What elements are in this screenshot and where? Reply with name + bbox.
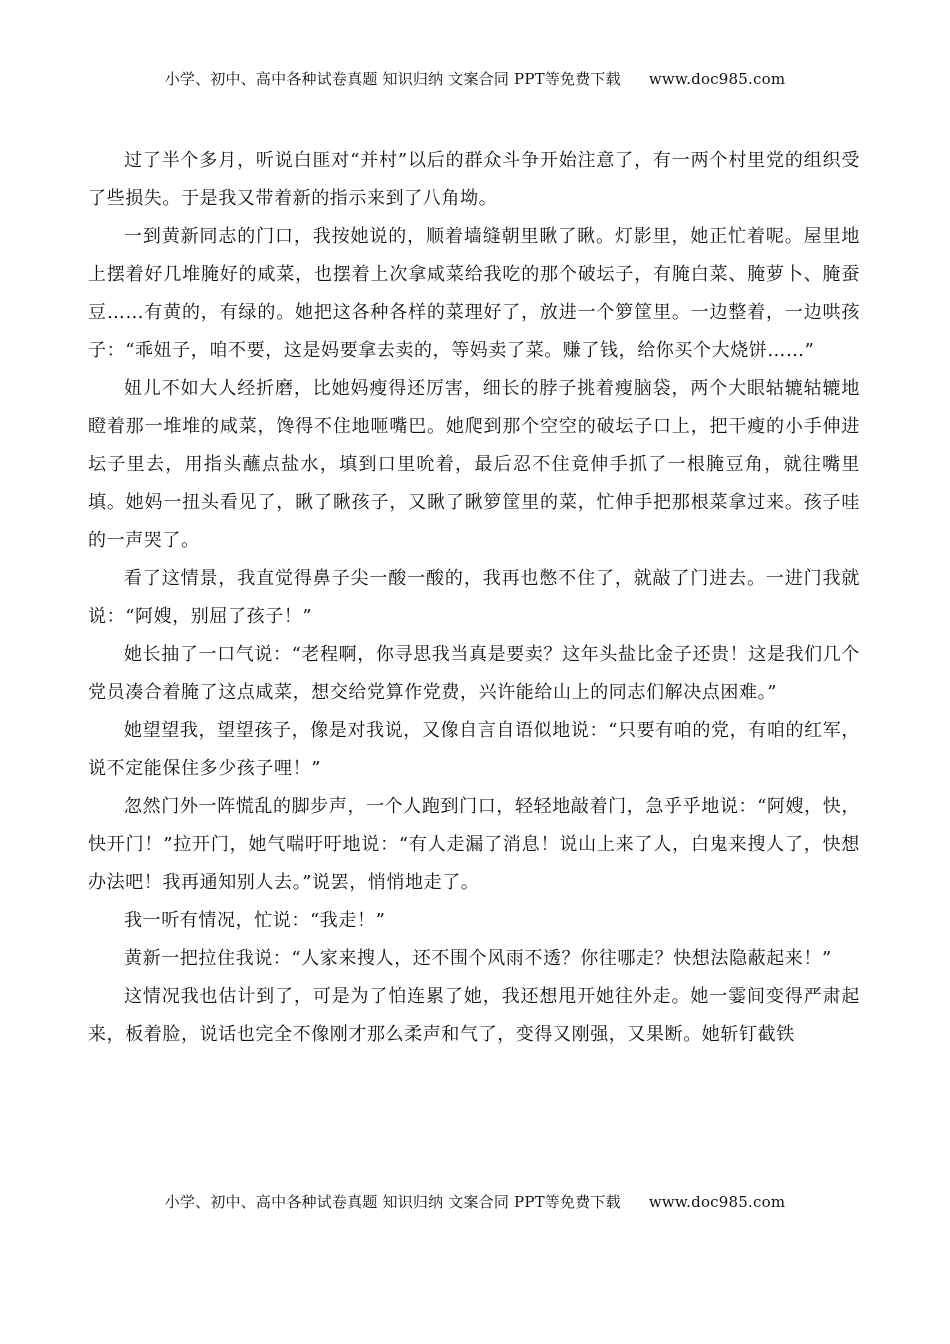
footer-text: 小学、初中、高中各种试卷真题 知识归纳 文案合同 PPT等免费下载	[164, 1193, 621, 1211]
paragraph: 她长抽了一口气说：“老程啊，你寻思我当真是要卖？这年头盐比金子还贵！这是我们几个党员凑合着腌了这点咸菜，想交给党算作党费，兴许能给山上的同志们解决点困难。”	[88, 644, 860, 703]
paragraph: 忽然门外一阵慌乱的脚步声，一个人跑到门口，轻轻地敲着门，急乎乎地说：“阿嫂，快，快开门！”拉开门，她气喘吁吁地说：“有人走漏了消息！说山上来了人，白鬼来搜人了，快想办法吧！我再通知别人去。”说罢，悄悄地走了。	[88, 796, 860, 893]
paragraph: 她望望我，望望孩子，像是对我说，又像自言自语似地说：“只要有咱的党，有咱的红军，说不定能保住多少孩子哩！”	[88, 720, 860, 779]
paragraph: 一到黄新同志的门口，我按她说的，顺着墙缝朝里瞅了瞅。灯影里，她正忙着呢。屋里地上摆着好几堆腌好的咸菜，也摆着上次拿咸菜给我吃的那个破坛子，有腌白菜、腌萝卜、腌蚕豆……有黄的，有绿的。她把这各种各样的菜理好了，放进一个箩筐里。一边整着，一边哄孩子：“乖妞子，咱不要，这是妈要拿去卖的，等妈卖了菜。赚了钱，给你买个大烧饼……”	[88, 226, 860, 361]
paragraph: 这情况我也估计到了，可是为了怕连累了她，我还想甩开她往外走。她一霎间变得严肃起来，板着脸，说话也完全不像刚才那么柔声和气了，变得又刚强，又果断。她斩钉截铁	[88, 986, 860, 1045]
paragraph: 我一听有情况，忙说：“我走！”	[124, 910, 386, 931]
header-site-link[interactable]: www.doc985.com	[648, 70, 786, 88]
paragraph: 黄新一把拉住我说：“人家来搜人，还不围个风雨不透？你往哪走？快想法隐蔽起来！”	[124, 948, 832, 969]
paragraph: 过了半个多月，听说白匪对“并村”以后的群众斗争开始注意了，有一两个村里党的组织受了些损失。于是我又带着新的指示来到了八角坳。	[88, 150, 860, 209]
page-footer	[0, 1191, 950, 1212]
paragraph: 妞儿不如大人经折磨，比她妈瘦得还厉害，细长的脖子挑着瘦脑袋，两个大眼轱辘轱辘地瞪着那一堆堆的咸菜，馋得不住地咂嘴巴。她爬到那个空空的破坛子口上，把干瘦的小手伸进坛子里去，用指头蘸点盐水，填到口里吮着，最后忍不住竟伸手抓了一根腌豆角，就往嘴里填。她妈一扭头看见了，瞅了瞅孩子，又瞅了瞅箩筐里的菜，忙伸手把那根菜拿过来。孩子哇的一声哭了。	[88, 378, 860, 551]
page-header	[0, 68, 950, 89]
header-text: 小学、初中、高中各种试卷真题 知识归纳 文案合同 PPT等免费下载	[164, 70, 621, 88]
paragraph: 看了这情景，我直觉得鼻子尖一酸一酸的，我再也憋不住了，就敲了门进去。一进门我就说：“阿嫂，别屈了孩子！”	[88, 568, 860, 627]
footer-site-link[interactable]: www.doc985.com	[648, 1193, 786, 1211]
document-body	[88, 142, 860, 1054]
